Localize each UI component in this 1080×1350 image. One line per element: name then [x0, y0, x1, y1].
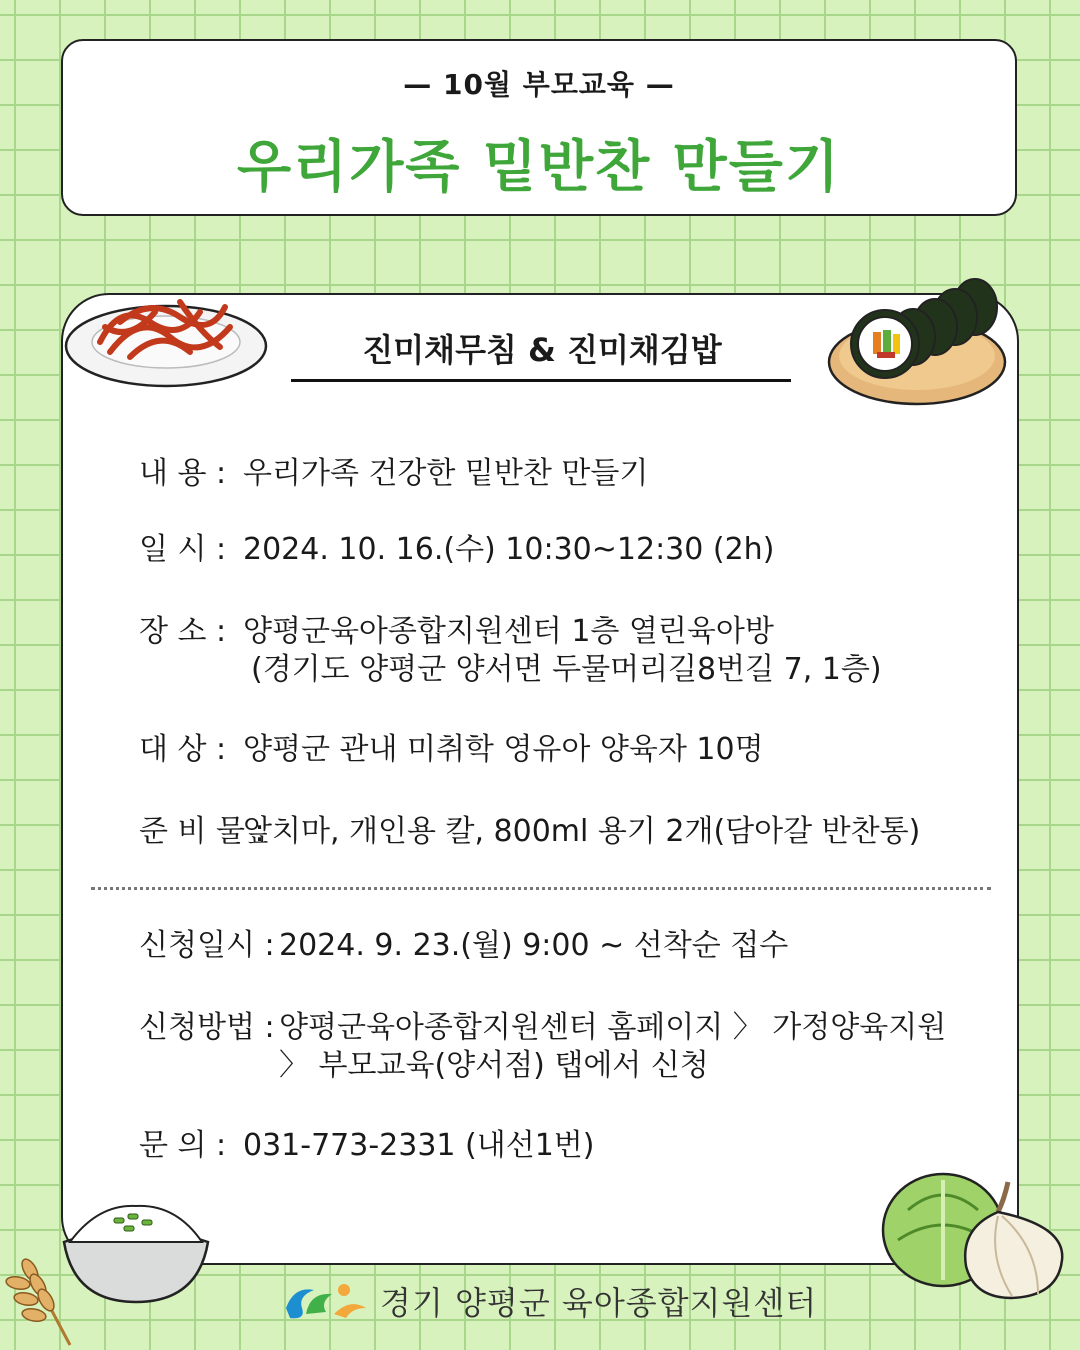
footer [280, 1278, 817, 1324]
dotted-divider [91, 887, 991, 890]
logo-icon [280, 1278, 370, 1324]
detail-label: 내 용 : [139, 456, 227, 491]
apply-method [139, 1009, 946, 1085]
garlic-icon [958, 1178, 1070, 1303]
detail-value-cont: (경기도 양평군 양서면 두물머리길8번길 7, 1층) [251, 652, 882, 687]
apply-value-cont: 〉 부모교육(양서점) 탭에서 신청 [279, 1048, 709, 1083]
detail-value: 앞치마, 개인용 칼, 800ml 용기 2개(담아갈 반찬통) [243, 814, 921, 849]
detail-supplies [139, 813, 920, 851]
kimbap-icon [825, 262, 1025, 412]
apply-label: 신청방법 : [139, 1010, 275, 1045]
detail-datetime [139, 531, 774, 569]
rice-bowl-icon [58, 1198, 214, 1308]
header-subtitle: — 10월 부모교육 — [403, 68, 675, 101]
page-title: 우리가족 밑반찬 만들기 [237, 135, 841, 200]
wheat-icon [0, 1245, 80, 1350]
detail-label: 장 소 : [139, 614, 227, 649]
footer-org: 경기 양평군 육아종합지원센터 [380, 1284, 818, 1322]
detail-content [139, 455, 648, 493]
main-card [61, 293, 1019, 1265]
menu-title: 진미채무침 & 진미채김밥 [362, 331, 722, 369]
header-card [61, 39, 1017, 216]
apply-label: 문 의 : [139, 1128, 227, 1163]
apply-contact [139, 1127, 595, 1165]
apply-date [139, 927, 788, 965]
detail-value: 우리가족 건강한 밑반찬 만들기 [243, 456, 649, 491]
detail-label: 대 상 : [139, 732, 227, 767]
detail-label: 준 비 물 : [139, 814, 265, 849]
menu-underline [291, 379, 791, 382]
detail-label: 일 시 : [139, 532, 227, 567]
apply-value: 031-773-2331 (내선1번) [243, 1128, 595, 1163]
detail-value: 2024. 10. 16.(수) 10:30~12:30 (2h) [243, 532, 775, 567]
detail-value: 양평군육아종합지원센터 1층 열린육아방 [243, 614, 774, 649]
detail-target [139, 731, 764, 769]
apply-value: 2024. 9. 23.(월) 9:00 ~ 선착순 접수 [279, 928, 789, 963]
detail-location [139, 613, 882, 689]
detail-value: 양평군 관내 미취학 영유아 양육자 10명 [243, 732, 764, 767]
noodle-dish-icon [60, 282, 272, 394]
apply-label: 신청일시 : [139, 928, 275, 963]
apply-value: 양평군육아종합지원센터 홈페이지 〉 가정양육지원 [279, 1010, 947, 1045]
